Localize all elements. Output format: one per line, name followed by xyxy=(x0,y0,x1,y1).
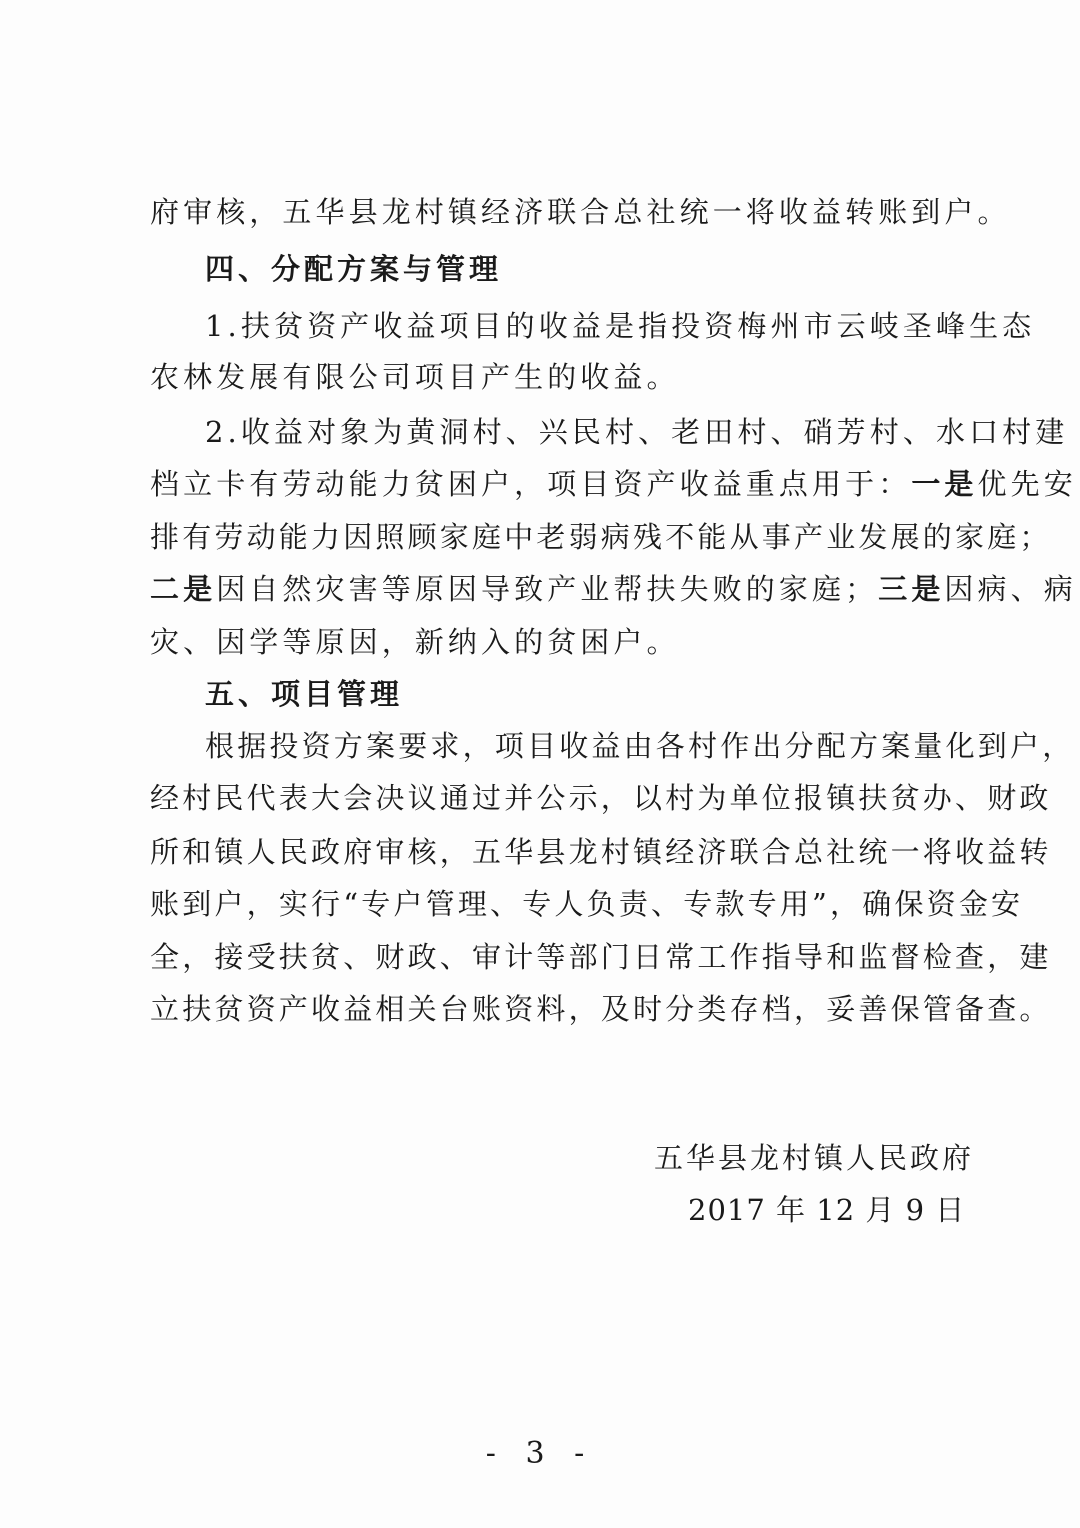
paragraph-line: 灾、因学等原因，新纳入的贫困户。 xyxy=(150,625,680,659)
paragraph-line: 农林发展有限公司项目产生的收益。 xyxy=(150,360,680,394)
text-span: 因病、病 xyxy=(944,572,1077,606)
paragraph-line: 1.扶贫资产收益项目的收益是指投资梅州市云岐圣峰生态 xyxy=(205,309,1036,343)
paragraph-line: 排有劳动能力因照顾家庭中老弱病残不能从事产业发展的家庭； xyxy=(150,520,1052,554)
paragraph-line: 全，接受扶贫、财政、审计等部门日常工作指导和监督检查，建 xyxy=(150,940,1052,974)
paragraph-line: 立扶贫资产收益相关台账资料，及时分类存档，妥善保管备查。 xyxy=(150,992,1052,1026)
text-span: 档立卡有劳动能力贫困户，项目资产收益重点用于： xyxy=(150,467,912,501)
emphasis-third: 三是 xyxy=(878,572,945,606)
page-number: - 3 - xyxy=(485,1436,595,1471)
paragraph-line: 账到户，实行“专户管理、专人负责、专款专用”，确保资金安 xyxy=(150,887,1024,921)
paragraph-line: 2.收益对象为黄洞村、兴民村、老田村、硝芳村、水口村建 xyxy=(205,415,1069,449)
signature-date: 2017 年 12 月 9 日 xyxy=(688,1193,966,1227)
paragraph-line: 经村民代表大会决议通过并公示，以村为单位报镇扶贫办、财政 xyxy=(150,781,1052,815)
signature-organization: 五华县龙村镇人民政府 xyxy=(654,1141,975,1175)
emphasis-second: 二是 xyxy=(150,572,217,606)
section-heading-management: 五、项目管理 xyxy=(205,677,404,711)
text-span: 优先安 xyxy=(977,467,1077,501)
emphasis-first: 一是 xyxy=(911,467,978,501)
paragraph-line: 所和镇人民政府审核，五华县龙村镇经济联合总社统一将收益转 xyxy=(150,835,1052,869)
section-heading-distribution: 四、分配方案与管理 xyxy=(205,252,503,286)
paragraph-line xyxy=(150,569,1077,609)
paragraph-line: 根据投资方案要求，项目收益由各村作出分配方案量化到户， xyxy=(205,729,1075,763)
paragraph-line: 府审核，五华县龙村镇经济联合总社统一将收益转账到户。 xyxy=(150,195,1011,229)
paragraph-line xyxy=(150,464,1077,504)
text-span: 因自然灾害等原因导致产业帮扶失败的家庭； xyxy=(216,572,879,606)
